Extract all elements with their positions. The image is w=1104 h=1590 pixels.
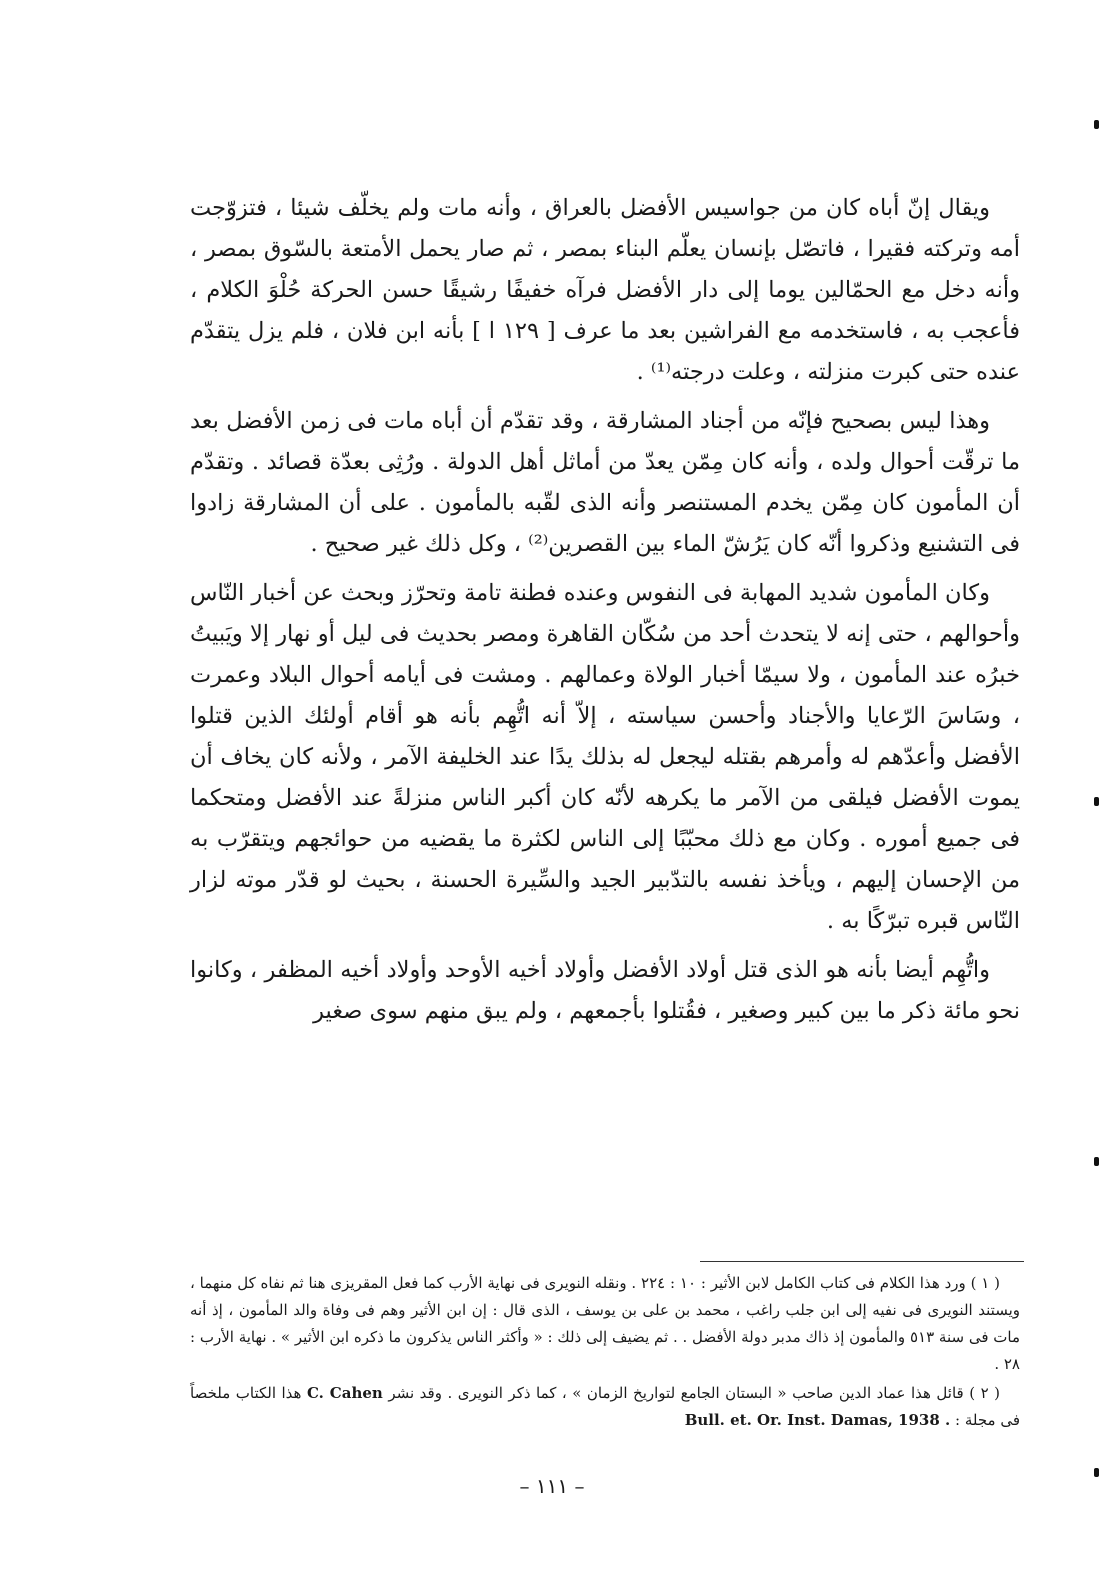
margin-mark	[1094, 120, 1099, 129]
paragraph-1: ويقال إنّ أباه كان من جواسيس الأفضل بالعراق ، وأنه مات ولم يخلّف شيئا ، فتزوّجت أمه وتركته فقيرا ، فاتصّل بإنسان يعلّم البناء بمصر ، ثم صار يحمل الأمتعة بالسّوق بمصر ، وأنه دخل مع الحمّالين يوما إلى دار الأفضل فرآه خفيفًا رشيقًا حسن الحركة حُلْوَ الكلام ، فأعجب به ، فاستخدمه مع الفراشين بعد ما عرف [ ١٢٩ ا ] بأنه ابن فلان ، فلم يزل يتقدّم عنده حتى كبرت منزلته ، وعلت درجته⁽¹⁾ .	[190, 195, 1020, 385]
footnote-1: ( ١ ) ورد هذا الكلام فى كتاب الكامل لابن الأثير : ١٠ : ٢٢٤ . ونقله النويرى فى نهاية الأرب كما فعل المقريزى هنا ثم نفاه كل منهما ، ويستند النويرى فى نفيه إلى ابن جلب راغب ، محمد بن على بن يوسف ، الذى قال : إن ابن الأثير وهم فى وفاة والد المأمون ، إذ أنه مات فى سنة ٥١٣ والمأمون إذ ذاك مدبر دولة الأفضل . . ثم يضيف إلى ذلك : « وأكثر الناس يذكرون ما ذكره ابن الأثير » . نهاية الأرب : ٢٨ .	[190, 1274, 1020, 1373]
footnotes	[190, 1270, 1020, 1436]
main-text	[190, 188, 1020, 1040]
paragraph-2: وهذا ليس بصحيح فإنّه من أجناد المشارقة ، وقد تقدّم أن أباه مات فى زمن الأفضل بعد ما ترقّت أحوال ولده ، وأنه كان مِمّن يعدّ من أماثل أهل الدولة . ورُثِى بعدّة قصائد . وتقدّم أن المأمون كان مِمّن يخدم المستنصر وأنه الذى لقّبه بالمأمون . على أن المشارقة زادوا فى التشنيع وذكروا أنّه كان يَرُشّ الماء بين القصرين⁽²⁾ ، وكل ذلك غير صحيح .	[190, 408, 1020, 557]
footnote-2-text: ( ٢ ) قائل هذا عماد الدين صاحب « البستان الجامع لتواريخ الزمان » ، كما ذكر النويرى . وقد نشر	[388, 1384, 1000, 1402]
margin-mark	[1094, 797, 1099, 806]
footnote-2-author: C. Cahen	[306, 1384, 383, 1402]
footnote-2	[190, 1380, 1020, 1434]
footnote-divider	[700, 1261, 1024, 1262]
margin-mark	[1094, 1468, 1099, 1477]
page-number: – ١١١ –	[519, 1474, 585, 1498]
footnote-2-journal: Bull. et. Or. Inst. Damas, 1938 .	[684, 1411, 951, 1429]
margin-mark	[1094, 1157, 1099, 1166]
footnote-2-text-2: هذا الكتاب ملخصاً فى مجلة :	[190, 1384, 1020, 1429]
paragraph-4: واتُّهِم أيضا بأنه هو الذى قتل أولاد الأفضل وأولاد أخيه الأوحد وأولاد أخيه المظفر ، وكانوا نحو مائة ذكر ما بين كبير وصغير ، فقُتلوا بأجمعهم ، ولم يبق منهم سوى صغير	[190, 957, 1020, 1024]
paragraph-3: وكان المأمون شديد المهابة فى النفوس وعنده فطنة تامة وتحرّز وبحث عن أخبار النّاس وأحوالهم ، حتى إنه لا يتحدث أحد من سُكّان القاهرة ومصر بحديث فى ليل أو نهار إلا ويَبيتُ خبرُه عند المأمون ، ولا سيمّا أخبار الولاة وعمالهم . ومشت فى أيامه أحوال البلاد وعمرت ، وسَاسَ الرّعايا والأجناد وأحسن سياسته ، إلاّ أنه اتُّهِم بأنه هو أقام أولئك الذين قتلوا الأفضل وأعدّهم له وأمرهم بقتله ليجعل له بذلك يدًا عند الخليفة الآمر ، ولأنه كان يخاف أن يموت الأفضل فيلقى من الآمر ما يكرهه لأنّه كان أكبر الناس منزلةً عند الأفضل ومتحكما فى جميع أموره . وكان مع ذلك محبّبًا إلى الناس لكثرة ما يقضيه من حوائجهم ويتقرّب به من الإحسان إليهم ، ويأخذ نفسه بالتدّبير الجيد والسِّيرة الحسنة ، بحيث لو قدّر موته لزار النّاس قبره تبرّكًا به .	[190, 580, 1020, 934]
